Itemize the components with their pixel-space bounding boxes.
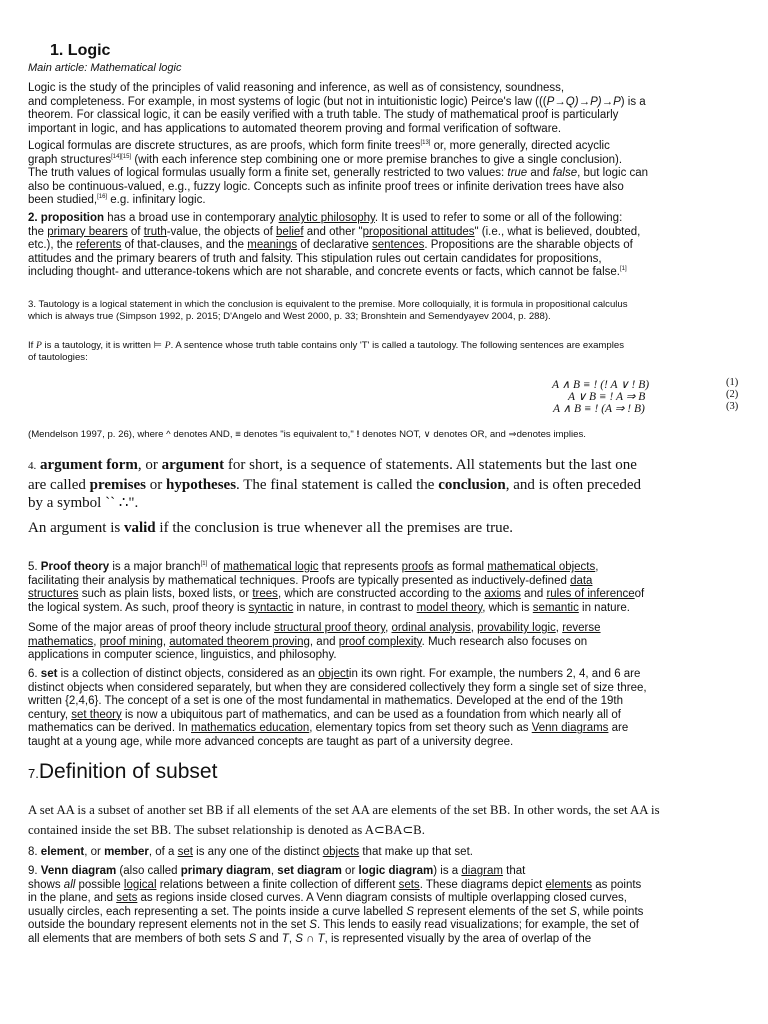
term-element: element (40, 846, 85, 858)
ref-16[interactable]: [16] (97, 194, 108, 201)
link-diagram[interactable]: diagram (461, 865, 503, 877)
term-proposition: proposition (40, 212, 105, 224)
equation-1: A ∧ B ≡ ! (! A ∨ ! B) (552, 379, 650, 391)
equation-3-number: (3) (726, 401, 739, 412)
link-proofs[interactable]: proofs (401, 561, 434, 573)
ref-13[interactable]: [13] (420, 140, 431, 147)
proof-theory-areas-paragraph: Some of the major areas of proof theory include structural proof theory, ordinal analysis, provability logic, reverse mathematics, proof mining, automated theorem proving, and proof complexity. Much research also focuses on applications in computer science, linguistics, and philosophy. (28, 622, 601, 662)
equation-3: A ∧ B ≡ ! (A ⇒ ! B) (553, 403, 645, 415)
link-object[interactable]: object (318, 668, 349, 680)
main-article-note: Main article: Mathematical logic (28, 62, 182, 74)
link-elements[interactable]: elements (545, 878, 593, 891)
equation-2: A ∨ B ≡ ! A ⇒ B (568, 391, 646, 403)
link-trees[interactable]: trees (252, 588, 278, 601)
link-proof-complexity[interactable]: proof complexity (338, 635, 422, 648)
ref-1[interactable]: [1] (619, 266, 627, 273)
link-belief[interactable]: belief (276, 225, 304, 238)
ref-1b[interactable]: [1] (200, 561, 208, 568)
argument-form-paragraph: 4. argument form, or argument for short, is a sequence of statements. All statements but the last one are called premises or hypotheses. The final statement is called the conclusion, and is often preceded by a symbol `` ∴". (28, 457, 642, 511)
peirce-law: P→Q)→P)→P (546, 95, 621, 108)
link-venn-diagrams[interactable]: Venn diagrams (531, 722, 609, 735)
equation-1-number: (1) (726, 377, 739, 388)
link-proof-mining[interactable]: proof mining (99, 635, 163, 648)
logic-paragraph-1: Logic is the study of the principles of valid reasoning and inference, as well as of consistency, soundness, and completeness. For example, in most systems of logic (but not in intuitionistic logic) Peirce's law (((P→Q)→P)→P) is a theorem. For classical logic, it can be easily verified with a truth table. The study of mathematical proof is particularly important in logic, and has applications to automated theorem proving and formal verification of software. (28, 82, 646, 135)
link-rules-of-inference[interactable]: rules of inference (546, 588, 635, 601)
subset-heading: 7.Definition of subset (28, 760, 218, 783)
link-sentences[interactable]: sentences (371, 239, 425, 252)
link-mathematical-objects[interactable]: mathematical objects (487, 561, 596, 573)
link-propositional-attitudes[interactable]: propositional attitudes (362, 225, 475, 238)
link-axioms[interactable]: axioms (484, 588, 521, 601)
link-semantic[interactable]: semantic (532, 601, 579, 614)
link-structural-proof-theory[interactable]: structural proof theory (274, 622, 386, 634)
models-symbol: ⊨ (153, 340, 163, 351)
link-reverse-mathematics[interactable]: mathematics (28, 635, 94, 648)
link-sets-2[interactable]: sets (116, 892, 138, 905)
proof-theory-paragraph: 5. Proof theory is a major branch[1] of mathematical logic that represents proofs as formal mathematical objects, facilitating their analysis by mathematical techniques. Proofs are typically presented as inductively-defined data structures such as plain lists, boxed lists, or trees, which are constructed according to the axioms and rules of inferenceof the logical system. As such, proof theory is syntactic in nature, in contrast to model theory, which is semantic in nature. (28, 561, 645, 614)
element-paragraph: 8. element, or member, of a set is any one of the distinct objects that make up that set. (28, 846, 473, 858)
link-reverse[interactable]: reverse (562, 622, 601, 634)
link-syntactic[interactable]: syntactic (248, 601, 294, 614)
term-venn-diagram: Venn diagram (40, 865, 117, 877)
term-set: set (40, 668, 58, 680)
subset-definition: A set AA is a subset of another set BB if all elements of the set AA are elements of the set BB. In other words, the set AA is contained inside the set BB. The subset relationship is denoted as A⊂BA⊂B. (28, 803, 660, 837)
link-provability-logic[interactable]: provability logic (477, 622, 556, 634)
link-structures[interactable]: structures (28, 588, 79, 601)
link-mathematics-education[interactable]: mathematics education (191, 722, 310, 735)
link-automated-theorem-proving[interactable]: automated theorem proving (169, 635, 310, 648)
link-referents[interactable]: referents (75, 239, 122, 252)
link-set[interactable]: set (177, 846, 193, 858)
tautology-paragraph: 3. Tautology is a logical statement in which the conclusion is equivalent to the premise. More colloquially, it is formula in propositional calculus which is always true (Simpson 1992, p. 2015; D'Angelo and West 2000, p. 33; Bronshtein and Semendyayev 2004, p. 288). (28, 299, 628, 322)
link-ordinal-analysis[interactable]: ordinal analysis (391, 622, 471, 634)
proposition-paragraph: 2. proposition has a broad use in contemporary analytic philosophy. It is used to refer to some or all of the following: the primary bearers of truth-value, the objects of belief and other "propositional attitudes" (i.e., what is believed, doubted, etc.), the referents of that-clauses, and the meanings of declarative sentences. Propositions are the sharable objects of attitudes and the primary bearers of truth and falsity. This stipulation rules out certain candidates for propositions, including thought- and utterance-tokens which are not sharable, and concrete events or facts, which cannot be false.[1] (28, 212, 641, 279)
mendelson-note: (Mendelson 1997, p. 26), where ^ denotes AND, ≡ denotes "is equivalent to," ! denotes NOT, ∨ denotes OR, and ⇒denotes implies. (28, 429, 586, 440)
set-paragraph: 6. set is a collection of distinct objects, considered as an objectin its own right. For example, the numbers 2, 4, and 6 are distinct objects when considered separately, but when they are considered collectively they form a single set of size three, written {2,4,6}. The concept of a set is one of the most fundamental in mathematics. Developed at the end of the 19th century, set theory is now a ubiquitous part of mathematics, and can be used as a foundation from which nearly all of mathematics can be derived. In mathematics education, elementary topics from set theory such as Venn diagrams are taught at a young age, while more advanced concepts are taught as part of a university degree. (28, 668, 647, 748)
ref-14-15[interactable]: [14][15] (111, 153, 132, 160)
link-primary-bearers[interactable]: primary bearers (47, 225, 128, 238)
link-sets[interactable]: sets (398, 878, 420, 891)
link-objects[interactable]: objects (322, 846, 360, 858)
link-data[interactable]: data (570, 574, 593, 587)
link-model-theory[interactable]: model theory (416, 601, 483, 614)
link-set-theory[interactable]: set theory (71, 708, 122, 721)
link-analytic-philosophy[interactable]: analytic philosophy (278, 212, 375, 224)
logic-paragraph-2: Logical formulas are discrete structures, as are proofs, which form finite trees[13] or, more generally, directed acyclic graph structures[14][15] (with each inference step combining one or more premise branches to give a single conclusion). The truth values of logical formulas usually form a finite set, generally restricted to two values: true and false, but logic can also be continuous-valued, e.g., fuzzy logic. Concepts such as infinite proof trees or infinite derivation trees have also been studied,[16] e.g. infinitary logic. (28, 140, 649, 207)
venn-diagram-paragraph: 9. Venn diagram (also called primary diagram, set diagram or logic diagram) is a diagram that shows all possible logical relations between a finite collection of different sets. These diagrams depict elements as points in the plane, and sets as regions inside closed curves. A Venn diagram consists of multiple overlapping closed curves, usually circles, each representing a set. The points inside a curve labelled S represent elements of the set S, while points outside the boundary represent elements not in the set S. This lends to easily read visualizations; for example, the set of all elements that are members of both sets S and T, S ∩ T, is represented visually by the area of overlap of the (28, 865, 644, 945)
tautology-notation: If P is a tautology, it is written ⊨ P. A sentence whose truth table contains only 'T' is called a tautology. The following sentences are examples of tautologies: (28, 340, 624, 363)
link-meanings[interactable]: meanings (247, 239, 298, 252)
equation-2-number: (2) (726, 389, 739, 400)
link-mathematical-logic[interactable]: mathematical logic (223, 561, 319, 573)
link-truth[interactable]: truth (143, 225, 167, 238)
argument-valid-paragraph: An argument is valid if the conclusion is true whenever all the premises are true. (28, 520, 514, 536)
link-logical[interactable]: logical (123, 878, 157, 891)
section-title-logic: 1. Logic (50, 42, 111, 59)
term-proof-theory: Proof theory (40, 561, 110, 573)
term-argument-form: argument form (40, 457, 138, 473)
